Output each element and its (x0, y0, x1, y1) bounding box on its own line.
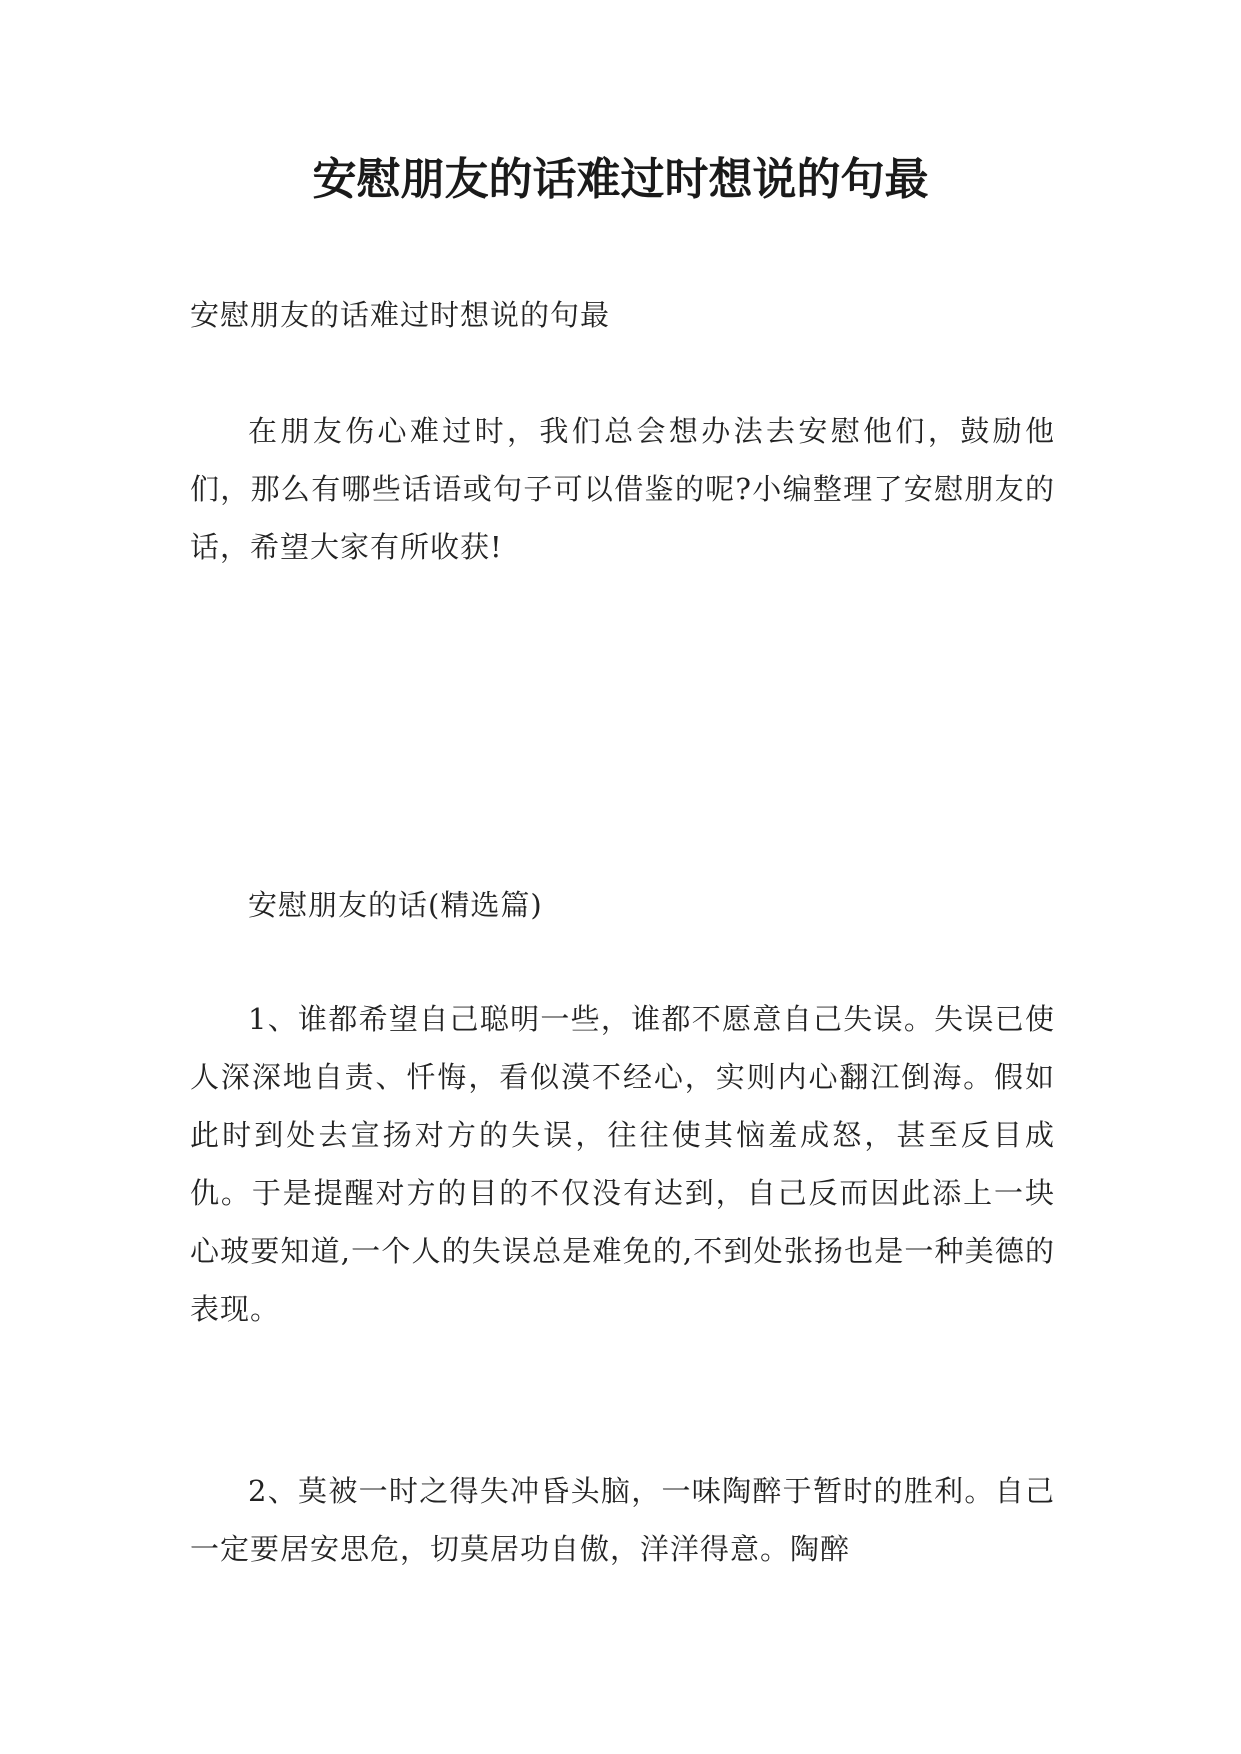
document-subtitle: 安慰朋友的话难过时想说的句最 (190, 298, 611, 332)
list-item-2: 2、莫被一时之得失冲昏头脑，一味陶醉于暂时的胜利。自己一定要居安思危，切莫居功自傲，洋洋得意。陶醉 (190, 1474, 1055, 1566)
section-heading: 安慰朋友的话(精选篇) (248, 888, 543, 922)
list-item-1: 1、谁都希望自己聪明一些，谁都不愿意自己失误。失误已使人深深地自责、忏悔，看似漠不经心，实则内心翻江倒海。假如此时到处去宣扬对方的失误，往往使其恼羞成怒，甚至反目成仇。于是提醒对方的目的不仅没有达到，自己反而因此添上一块心玻要知道,一个人的失误总是难免的,不到处张扬也是一种美德的表现。 (190, 1002, 1055, 1326)
intro-paragraph: 在朋友伤心难过时，我们总会想办法去安慰他们，鼓励他们，那么有哪些话语或句子可以借鉴的呢?小编整理了安慰朋友的话，希望大家有所收获! (190, 414, 1055, 564)
page-title: 安慰朋友的话难过时想说的句最 (312, 154, 929, 205)
